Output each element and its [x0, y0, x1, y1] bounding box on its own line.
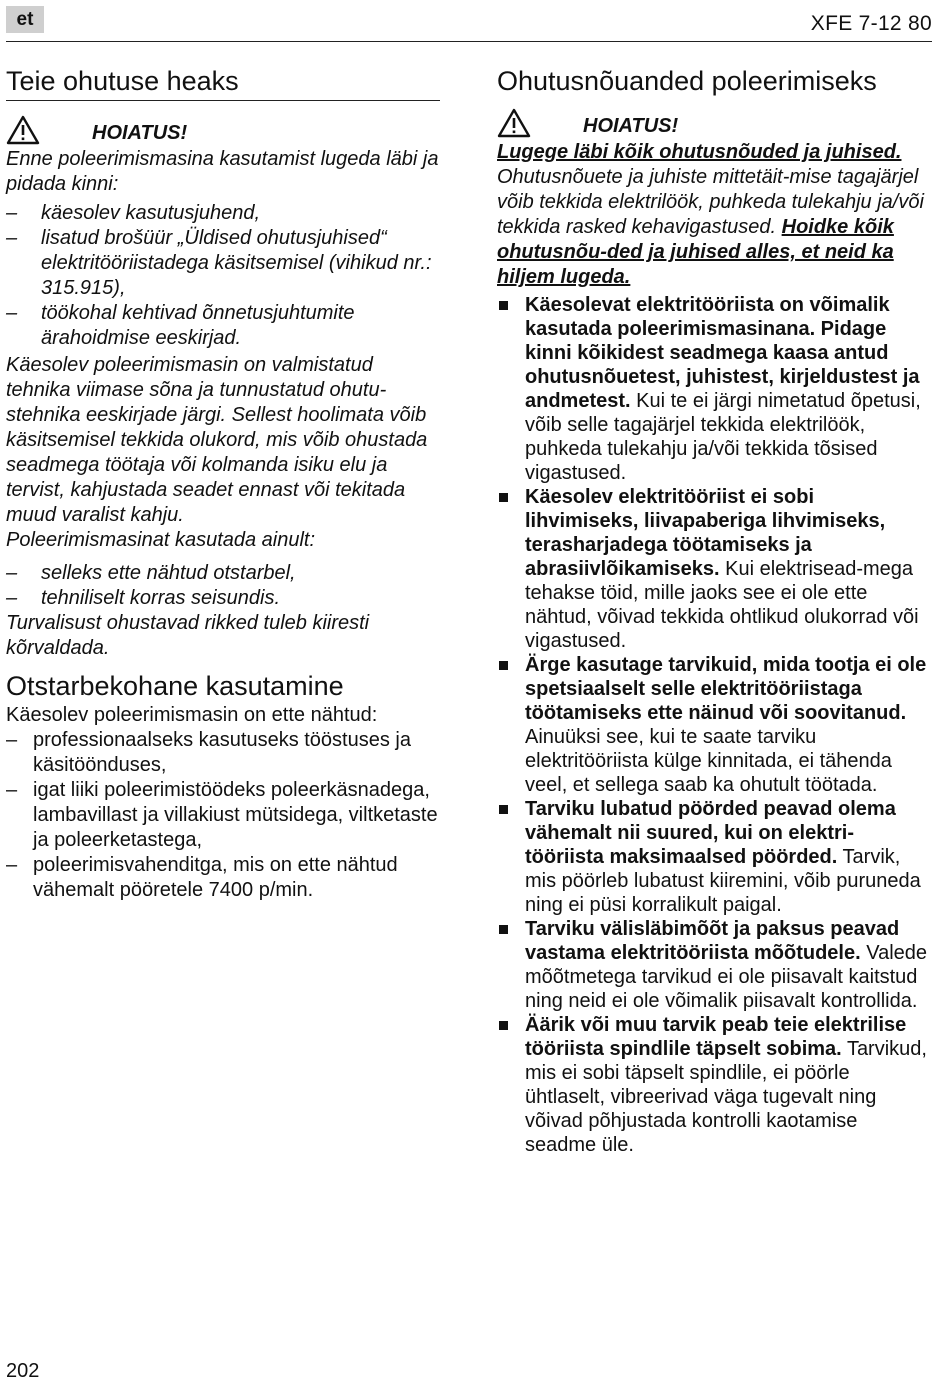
list-item: – professionaalseks kasutuseks tööstuses ja käsitöönduses,	[6, 728, 440, 778]
safety-item	[497, 653, 932, 797]
left-column	[6, 64, 440, 903]
safety-item-bold: Käesolevat elektritööriista on võimalik kasutada poleerimismasinana. Pidage kinni kõikidest seadmega kaasa antud ohutusnõuetest, juhistest, kirjeldustest ja andmetest.	[525, 294, 920, 412]
intended-use-heading: Otstarbekohane kasutamine	[6, 671, 344, 701]
list-item: – käesolev kasutusjuhend,	[6, 201, 440, 226]
language-badge: et	[6, 6, 44, 33]
use-only-intro: Poleerimismasinat kasutada ainult:	[6, 529, 316, 551]
page-number: 202	[6, 1360, 40, 1382]
safety-item-text: Tarvikud, mis ei sobi täpselt spindlile, ei pöörle ühtlaselt, vibreerivad väga tugevalt ning võivad põhjustada kontrolli kaotamise seadme üle.	[525, 1038, 927, 1156]
list-item: – lisatud brošüür „Üldised ohutusjuhised“ elektritööriistadega käsitsemisel (vihikud nr.: 315.915),	[6, 226, 440, 301]
safety-item-bold: Tarviku lubatud pöörded peavad olema vähemalt nii suured, kui on elektri-tööriista maksimaalsed pöörded.	[525, 798, 896, 868]
safety-item-bold: Ärge kasutage tarvikuid, mida tootja ei ole spetsiaalselt selle elektritööriistaga töötamiseks ette näinud või soovitanud.	[525, 654, 927, 724]
list-item: – selleks ette nähtud otstarbel,	[6, 561, 440, 586]
safety-heading: Teie ohutuse heaks	[6, 64, 440, 101]
intended-use-list	[6, 728, 440, 903]
warning-label: HOIATUS!	[583, 115, 679, 137]
safety-item-text: Valede mõõtmetega tarvikud ei ole piisavalt kaitstud ning neid ei ole võimalik piisavalt kontrollida.	[525, 942, 928, 1012]
consequences-text: Ohutusnõuete ja juhiste mittetäit-mise tagajärjel võib tekkida elektrilöök, puhkeda tulekahju ja/või tekkida rasked kehavigastused.	[497, 166, 924, 238]
list-item: – igat liiki poleerimistöödeks poleerkäsnadega, lambavillast ja villakiust mütsidega, viltketaste ja poleerketastega,	[6, 778, 440, 853]
warning-intro	[497, 140, 932, 290]
list-item: – tehniliselt korras seisundis.	[6, 586, 440, 611]
right-column	[497, 64, 932, 1157]
manufacture-paragraph: Käesolev poleerimismasin on valmistatud tehnika viimase sõna ja tunnustatud ohutu-stehnika eeskirjade järgi. Sellest hoolimata võib käsitsemisel tekkida olukord, mis võib ohustada seadmega töötaja või kolmanda isiku elu ja tervist, kahjustada seadet ennast või tekitada muud varalist kahju.	[6, 354, 428, 526]
polishing-safety-heading: Ohutusnõuanded poleerimiseks	[497, 66, 877, 96]
safety-item	[497, 485, 932, 653]
header-rule	[6, 41, 932, 42]
warning-label: HOIATUS!	[92, 122, 188, 144]
safety-item-text: Ainuüksi see, kui te saate tarviku elektritööriista külge kinnitada, ei tähenda veel, et sellega saab ka ohutult töötada.	[525, 726, 892, 796]
read-all-instructions: Lugege läbi kõik ohutusnõuded ja juhised.	[497, 141, 902, 163]
documents-list	[6, 201, 440, 351]
safety-item-text: Kui te ei järgi nimetatud õpetusi, võib selle tagajärjel tekkida elektrilöök, puhkeda tulekahju ja/või tekkida tõsised vigastused.	[525, 390, 921, 484]
safety-item-bold: Käesolev elektritööriist ei sobi lihvimiseks, liivapaberiga lihvimiseks, terasharjadega töötamiseks ja abrasiivlõikamiseks.	[525, 486, 886, 580]
safety-item	[497, 917, 932, 1013]
intro-text: Enne poleerimismasina kasutamist lugeda läbi ja pidada kinni:	[6, 148, 439, 195]
safety-item-text: Kui elektrisead-mega tehakse töid, mille jaoks see ei ole ette nähtud, võivad tekkida ohtlikud olukorrad või vigastused.	[525, 558, 919, 652]
safety-item-text: Tarvik, mis pöörleb lubatust kiiremini, võib puruneda ning ei püsi korralikult paigal.	[525, 846, 921, 916]
intended-use-intro: Käesolev poleerimismasin on ette nähtud:	[6, 704, 378, 726]
warning-row	[497, 108, 932, 138]
safety-item	[497, 293, 932, 485]
warning-triangle-icon	[497, 108, 531, 138]
warning-row	[6, 115, 440, 145]
safety-item	[497, 1013, 932, 1157]
safety-item-bold: Tarviku välisläbimõõt ja paksus peavad vastama elektritööriista mõõtudele.	[525, 918, 900, 964]
faults-paragraph: Turvalisust ohustavad rikked tuleb kiiresti kõrvaldada.	[6, 612, 370, 659]
keep-instructions: Hoidke kõik ohutusnõu-ded ja juhised alles, et neid ka hiljem lugeda.	[497, 216, 894, 288]
safety-item	[497, 797, 932, 917]
use-only-list	[6, 561, 440, 611]
list-item: – poleerimisvahenditga, mis on ette nähtud vähemalt pööretele 7400 p/min.	[6, 853, 440, 903]
model-number: XFE 7-12 80	[810, 12, 932, 35]
safety-item-bold: Äärik või muu tarvik peab teie elektrilise tööriista spindlile täpselt sobima.	[525, 1014, 907, 1060]
safety-list	[497, 293, 932, 1157]
warning-triangle-icon	[6, 115, 40, 145]
list-item: – töökohal kehtivad õnnetusjuhtumite ärahoidmise eeskirjad.	[6, 301, 440, 351]
